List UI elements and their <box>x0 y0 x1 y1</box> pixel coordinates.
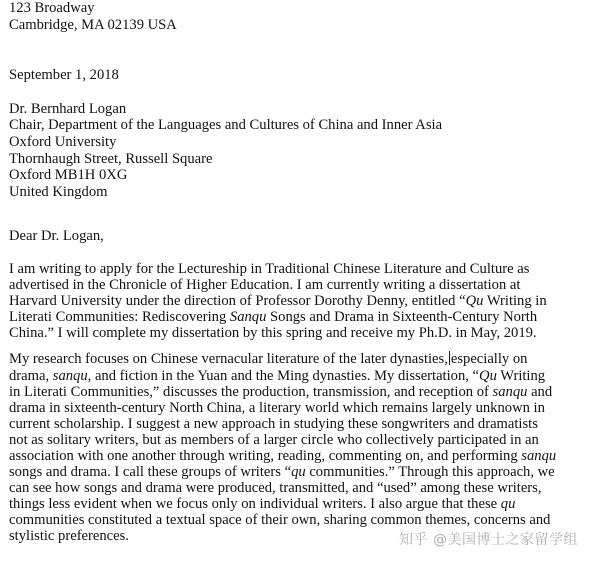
paragraph-line: communities constituted a textual space of their own, sharing common themes, concerns and <box>9 512 551 529</box>
recipient-title: Chair, Department of the Languages and Cultures of China and Inner Asia <box>9 117 443 134</box>
paragraph-line: My research focuses on Chinese vernacular literature of the later dynasties, especially on <box>9 351 528 368</box>
sender-street: 123 Broadway <box>9 0 95 16</box>
text-cursor <box>449 351 450 365</box>
recipient-institution: Oxford University <box>9 133 117 150</box>
recipient-country: United Kingdom <box>9 183 108 200</box>
paragraph-line: songs and drama. I call these groups of writers “qu communities.” Through this approach, we <box>9 464 555 481</box>
paragraph-line: not as solitary writers, but as members of a larger circle who collectively participated in an <box>9 431 539 448</box>
paragraph-line: Literati Communities: Rediscovering Sanqu Songs and Drama in Sixteenth-Century North <box>9 309 538 326</box>
paragraph-line: in Literati Communities,” discusses the production, transmission, and reception of sanqu and <box>9 383 553 400</box>
paragraph-line: stylistic preferences. <box>9 528 129 545</box>
watermark: 知乎 @美国博士之家留学组 <box>399 532 578 549</box>
recipient-street: Thornhaugh Street, Russell Square <box>9 150 213 167</box>
paragraph-line: things less evident when we focus only on individual writers. I also argue that these qu <box>9 496 516 513</box>
paragraph-line: drama, sanqu, and fiction in the Yuan and the Ming dynasties. My dissertation, “Qu Writing <box>9 367 546 384</box>
paragraph-line: can see how songs and drama were produced, transmitted, and “used” among these writers, <box>9 480 542 497</box>
salutation: Dear Dr. Logan, <box>9 228 104 245</box>
paragraph-line: advertised in the Chronicle of Higher Education. I am currently writing a dissertation at <box>9 277 521 294</box>
paragraph-line: drama in sixteenth-century North China, a literary world which remains largely unknown in <box>9 399 545 416</box>
sender-city: Cambridge, MA 02139 USA <box>9 16 177 33</box>
paragraph-line: association with one another through writing, reading, commenting on, and performing sanqu <box>9 447 557 464</box>
recipient-city: Oxford MB1H 0XG <box>9 167 128 184</box>
paragraph-line: China.” I will complete my dissertation by this spring and receive my Ph.D. in May, 2019. <box>9 325 537 342</box>
letter-page <box>9 0 589 545</box>
paragraph-line: current scholarship. I suggest a new approach in studying these songwriters and dramatists <box>9 415 538 432</box>
paragraph-research <box>9 351 589 544</box>
paragraph-line: Harvard University under the direction of Professor Dorothy Denny, entitled “Qu Writing in <box>9 293 547 310</box>
letter-date: September 1, 2018 <box>9 67 119 84</box>
recipient-name: Dr. Bernhard Logan <box>9 100 127 117</box>
paragraph-line: I am writing to apply for the Lectureship in Traditional Chinese Literature and Culture as <box>9 260 530 277</box>
paragraph-application <box>9 261 589 341</box>
